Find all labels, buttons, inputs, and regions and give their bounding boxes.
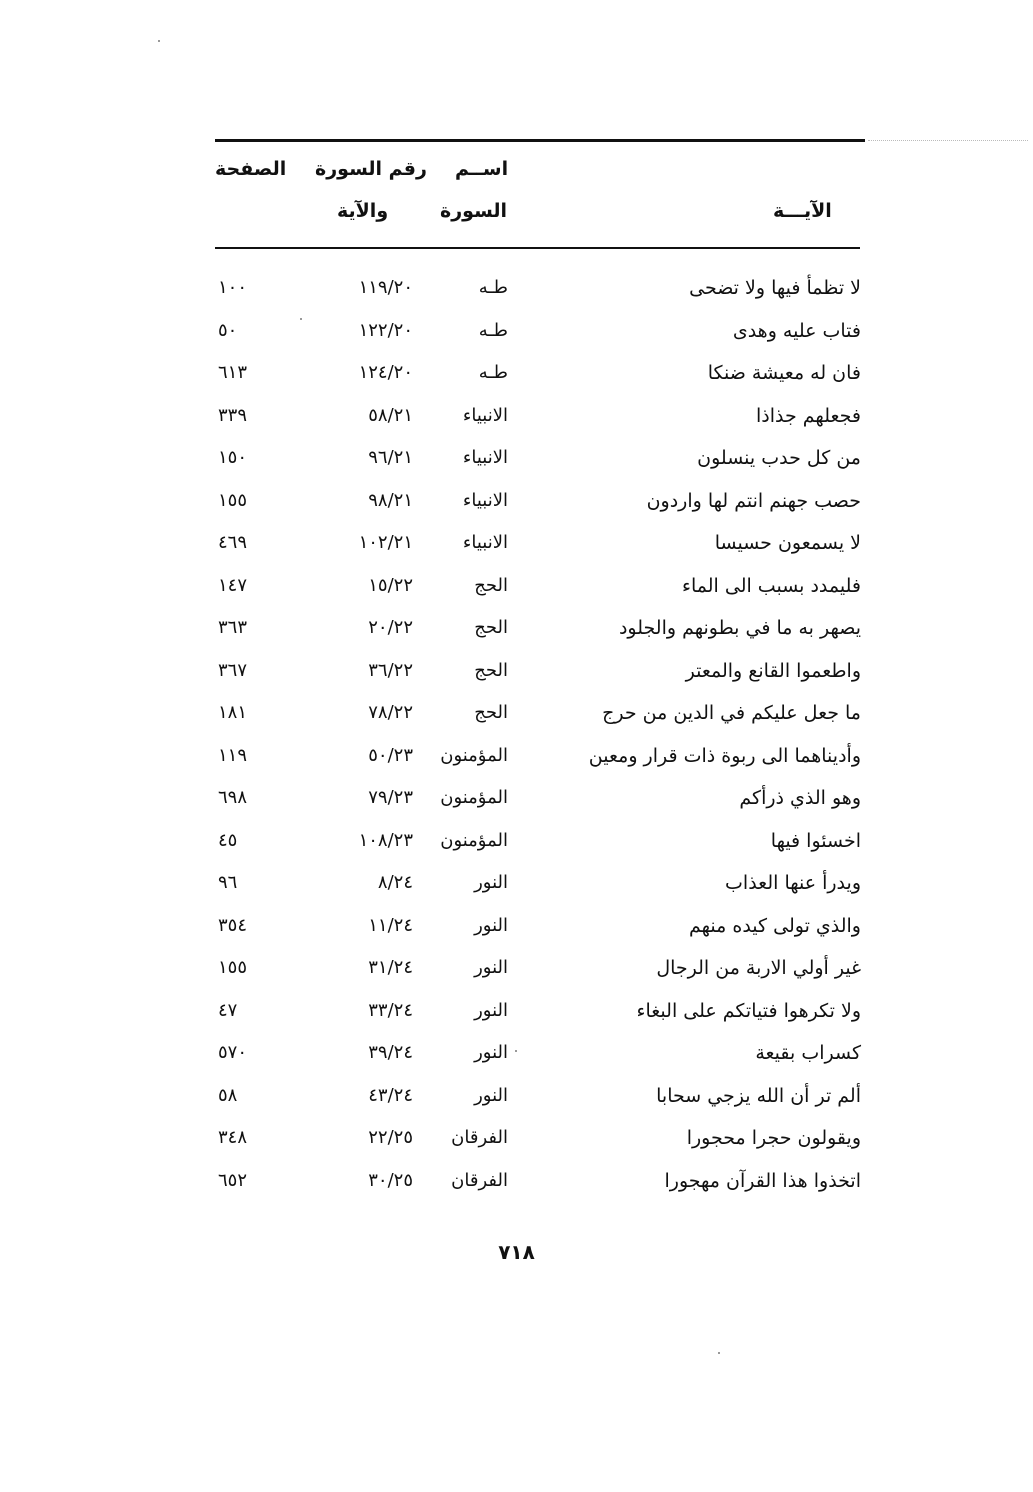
page-cell: ١٥٥ <box>218 489 248 511</box>
surah-name-cell: طـه <box>478 362 508 383</box>
page-cell: ٩٦ <box>218 872 238 893</box>
header-surah-ref-line2: والآية <box>337 200 389 222</box>
table-row <box>0 522 1033 564</box>
verse-cell: ألم تر أن الله يزجي سحابا <box>656 1084 861 1107</box>
surah-name-cell: الفرقان <box>451 1127 508 1148</box>
surah-ref-cell: ١٢٤/٢٠ <box>358 362 413 383</box>
table-row <box>0 905 1033 947</box>
verse-cell: فان له معيشة ضنكا <box>707 362 861 384</box>
page-cell: ٥٧٠ <box>218 1042 248 1063</box>
page-cell: ٤٧ <box>218 999 238 1021</box>
surah-name-cell: المؤمنون <box>440 744 508 766</box>
surah-name-cell: الحج <box>474 659 508 681</box>
table-row <box>0 990 1033 1032</box>
surah-ref-cell: ٢٢/٢٥ <box>368 1127 413 1148</box>
table-row <box>0 1117 1033 1159</box>
verse-cell: اخسئوا فيها <box>770 829 861 852</box>
surah-ref-cell: ٨/٢٤ <box>377 872 413 893</box>
header-surah-name-line1: اســم <box>455 158 509 180</box>
verse-cell: فجعلهم جذاذا <box>756 404 861 427</box>
surah-ref-cell: ٣٩/٢٤ <box>368 1042 413 1063</box>
verse-cell: والذي تولى كيده منهم <box>689 914 861 937</box>
surah-name-cell: المؤمنون <box>440 829 508 851</box>
table-row <box>0 607 1033 649</box>
surah-name-cell: النور <box>474 957 508 978</box>
surah-ref-cell: ١١٩/٢٠ <box>358 277 413 298</box>
verse-cell: واطعموا القانع والمعتر <box>685 659 861 682</box>
header-rule <box>215 247 860 249</box>
table-row <box>0 947 1033 989</box>
page-cell: ٦٩٨ <box>218 787 248 808</box>
surah-ref-cell: ٣١/٢٤ <box>368 957 413 978</box>
scan-speck <box>718 1352 720 1354</box>
surah-ref-cell: ١٥/٢٢ <box>368 574 413 596</box>
page-cell: ١٤٧ <box>218 574 248 596</box>
surah-ref-cell: ١١/٢٤ <box>368 914 413 936</box>
surah-ref-cell: ٧٨/٢٢ <box>368 702 413 723</box>
surah-ref-cell: ٥٨/٢١ <box>368 404 413 426</box>
surah-name-cell: الفرقان <box>451 1169 508 1191</box>
verse-cell: يصهر به ما في بطونهم والجلود <box>618 617 861 639</box>
surah-name-cell: الانبياء <box>462 404 508 426</box>
table-row <box>0 310 1033 352</box>
verse-cell: وأديناهما الى ربوة ذات قرار ومعين <box>588 744 861 767</box>
surah-name-cell: النور <box>474 914 508 936</box>
surah-ref-cell: ٩٨/٢١ <box>368 489 413 511</box>
verse-cell: فتاب عليه وهدى <box>732 319 861 342</box>
surah-name-cell: الانبياء <box>462 447 508 468</box>
surah-ref-cell: ٣٦/٢٢ <box>368 659 413 681</box>
surah-ref-cell: ٧٩/٢٣ <box>368 787 413 808</box>
table-row <box>0 1160 1033 1202</box>
table-row <box>0 352 1033 394</box>
surah-name-cell: طـه <box>478 277 508 298</box>
page-cell: ٣٣٩ <box>218 404 248 426</box>
table-row <box>0 267 1033 309</box>
scan-speck <box>515 1050 517 1052</box>
surah-ref-cell: ١٠٨/٢٣ <box>358 829 413 851</box>
page-cell: ٣٦٧ <box>218 659 248 681</box>
page-cell: ٥٨ <box>218 1084 238 1106</box>
verse-cell: من كل حدب ينسلون <box>697 447 861 469</box>
verse-cell: ولا تكرهوا فتياتكم على البغاء <box>636 999 861 1022</box>
surah-ref-cell: ١٠٢/٢١ <box>358 532 413 553</box>
surah-ref-cell: ٣٠/٢٥ <box>368 1169 413 1191</box>
surah-ref-cell: ٢٠/٢٢ <box>368 617 413 638</box>
surah-name-cell: النور <box>474 1042 508 1063</box>
table-row <box>0 862 1033 904</box>
top-rule <box>215 139 865 142</box>
header-page: الصفحة <box>215 158 287 180</box>
table-row <box>0 395 1033 437</box>
page-cell: ٣٥٤ <box>218 914 248 936</box>
table-row <box>0 480 1033 522</box>
page-cell: ١٠٠ <box>218 277 248 298</box>
table-row <box>0 1032 1033 1074</box>
surah-name-cell: طـه <box>478 319 508 341</box>
verse-cell: لا تظمأ فيها ولا تضحى <box>689 277 861 299</box>
scan-speck <box>300 318 302 320</box>
top-rule-dotted-extension <box>868 140 1028 141</box>
table-row <box>0 820 1033 862</box>
page-cell: ٣٤٨ <box>218 1127 248 1148</box>
surah-ref-cell: ٤٣/٢٤ <box>368 1084 413 1106</box>
surah-name-cell: المؤمنون <box>440 787 508 808</box>
page-cell: ٤٥ <box>218 829 238 851</box>
header-verse: الآيـــة <box>773 200 832 222</box>
surah-name-cell: الانبياء <box>462 489 508 511</box>
verse-cell: اتخذوا هذا القرآن مهجورا <box>664 1169 861 1192</box>
page-cell: ٦١٣ <box>218 362 248 383</box>
verse-cell: فليمدد بسبب الى الماء <box>682 574 861 597</box>
scan-speck <box>158 40 160 42</box>
page-cell: ١٥٠ <box>218 447 248 468</box>
verse-cell: لا يسمعون حسيسا <box>714 532 861 554</box>
surah-name-cell: الحج <box>474 617 508 638</box>
surah-ref-cell: ٣٣/٢٤ <box>368 999 413 1021</box>
table-row <box>0 565 1033 607</box>
verse-cell: وهو الذي ذرأكم <box>739 787 861 809</box>
surah-name-cell: الحج <box>474 574 508 596</box>
verse-cell: ويقولون حجرا محجورا <box>686 1127 861 1149</box>
surah-ref-cell: ٥٠/٢٣ <box>368 744 413 766</box>
table-row <box>0 650 1033 692</box>
verse-cell: غير أولي الاربة من الرجال <box>656 957 861 979</box>
table-row <box>0 777 1033 819</box>
surah-name-cell: النور <box>474 872 508 893</box>
verse-cell: كسراب بقيعة <box>755 1042 861 1064</box>
page-cell: ٦٥٢ <box>218 1169 248 1191</box>
table-row <box>0 735 1033 777</box>
surah-ref-cell: ١٢٢/٢٠ <box>358 319 413 341</box>
verse-cell: حصب جهنم انتم لها واردون <box>646 489 861 512</box>
verse-cell: ويدرأ عنها العذاب <box>725 872 861 894</box>
page-cell: ٤٦٩ <box>218 532 248 553</box>
surah-ref-cell: ٩٦/٢١ <box>368 447 413 468</box>
page-cell: ١١٩ <box>218 744 248 766</box>
page-cell: ٣٦٣ <box>218 617 248 638</box>
surah-name-cell: الحج <box>474 702 508 723</box>
page-cell: ١٥٥ <box>218 957 248 978</box>
table-row <box>0 692 1033 734</box>
surah-name-cell: النور <box>474 999 508 1021</box>
page-cell: ١٨١ <box>218 702 248 723</box>
header-surah-name-line2: السورة <box>440 200 508 222</box>
page-number: ٧١٨ <box>498 1240 535 1264</box>
table-row <box>0 437 1033 479</box>
table-row <box>0 1075 1033 1117</box>
surah-name-cell: الانبياء <box>462 532 508 553</box>
surah-name-cell: النور <box>474 1084 508 1106</box>
verse-cell: ما جعل عليكم في الدين من حرج <box>602 702 861 724</box>
page-cell: ٥٠ <box>218 319 238 341</box>
header-surah-ref-line1: رقم السورة <box>315 158 427 180</box>
